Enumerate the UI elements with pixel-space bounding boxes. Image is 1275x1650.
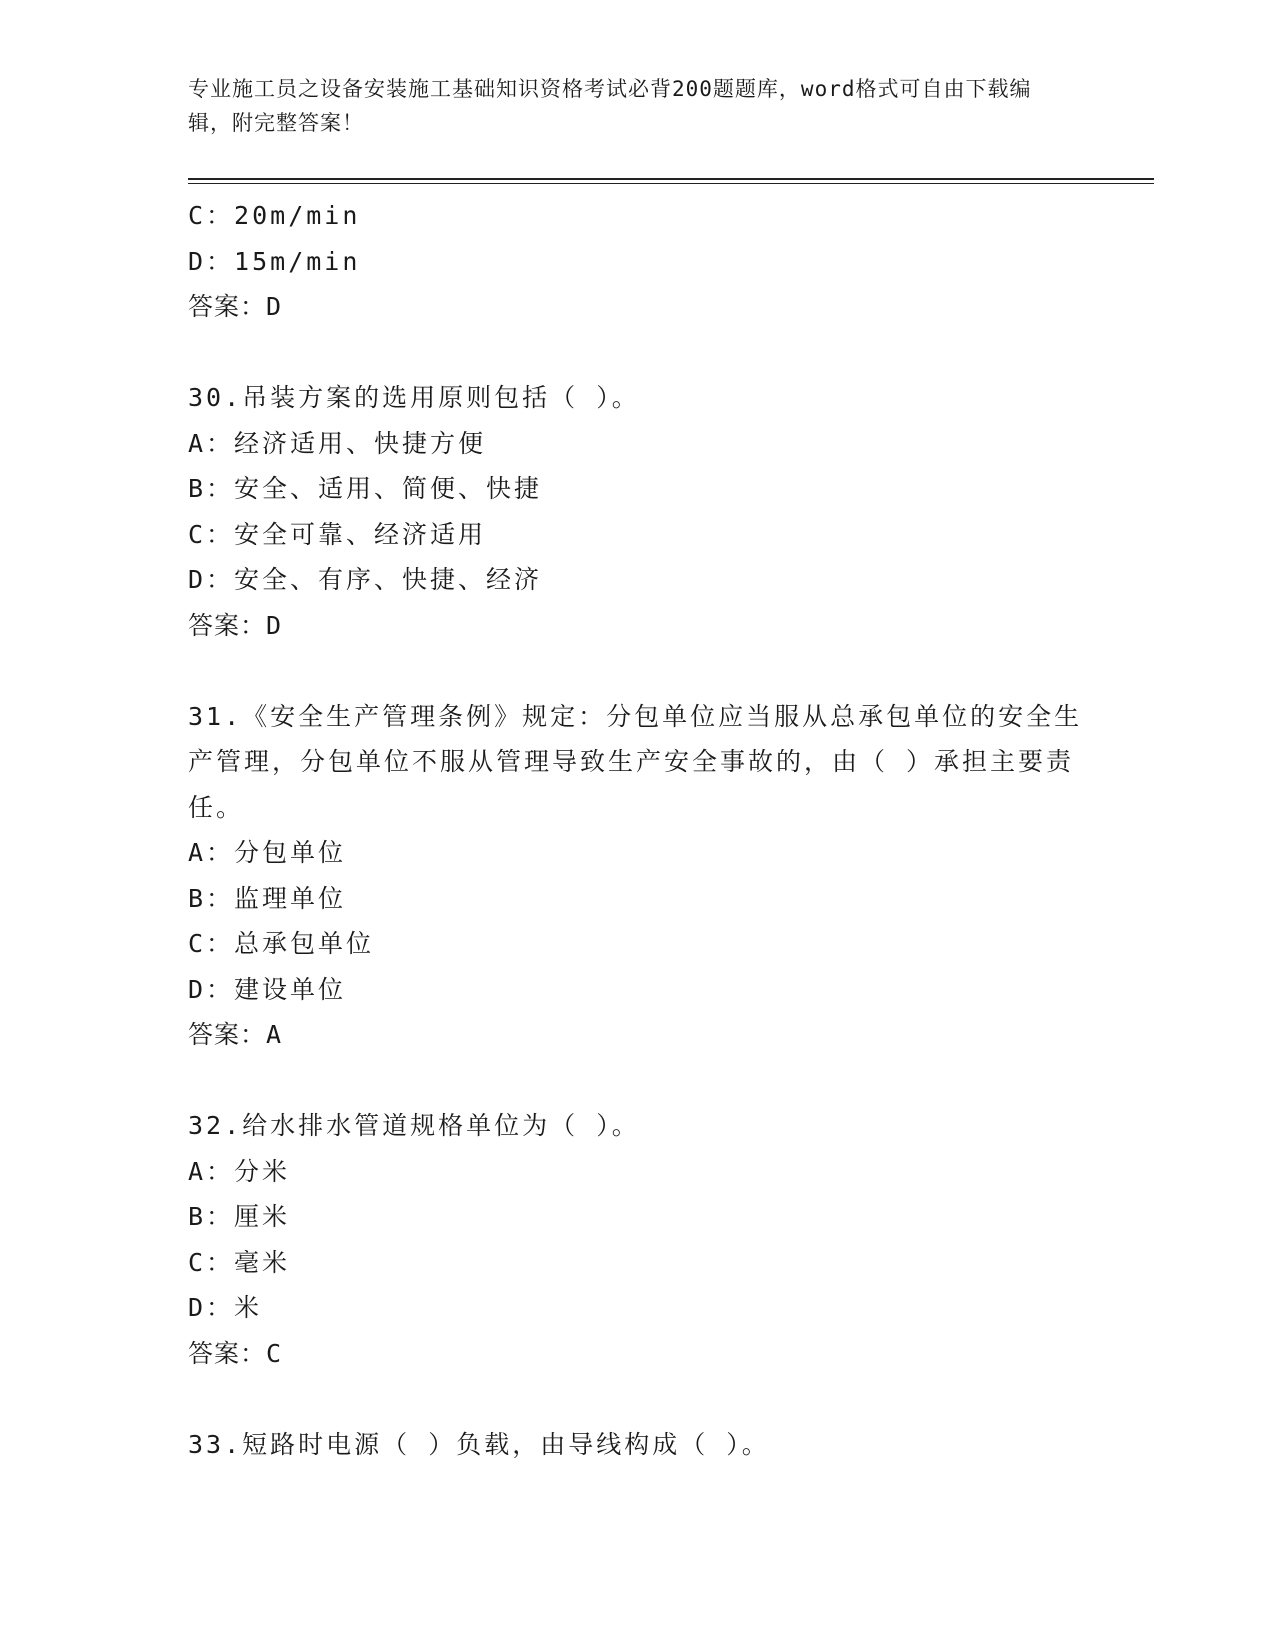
- answer-line: 答案：D: [188, 292, 283, 321]
- option-c: C：安全可靠、经济适用: [188, 519, 487, 549]
- spacer: [188, 1376, 1088, 1422]
- question-stem: 33.短路时电源（ ）负载，由导线构成（ ）。: [188, 1429, 770, 1459]
- option-c: C：总承包单位: [188, 929, 375, 958]
- option-d: D：米: [188, 1293, 263, 1322]
- spacer: [188, 648, 1088, 694]
- option-a: A：分包单位: [188, 838, 347, 867]
- option-b: B：厘米: [188, 1202, 291, 1231]
- question-stem: 30.吊装方案的选用原则包括（ ）。: [188, 383, 640, 412]
- header-rule-thin: [188, 183, 1154, 184]
- question-list: [188, 193, 1088, 1467]
- answer-line: 答案：C: [188, 1338, 283, 1368]
- document-header: 专业施工员之设备安装施工基础知识资格考试必背200题题库，word格式可自由下载编辑，附完整答案！: [188, 77, 1032, 135]
- option-d: D：安全、有序、快捷、经济: [188, 565, 543, 594]
- option-c: C：20m/min: [188, 201, 361, 230]
- answer-line: 答案：A: [188, 1020, 283, 1049]
- option-b: B：安全、适用、简便、快捷: [188, 474, 543, 503]
- option-c: C：毫米: [188, 1247, 291, 1277]
- question-stem: 31.《安全生产管理条例》规定：分包单位应当服从总承包单位的安全生产管理，分包单位不服从管理导致生产安全事故的，由（ ）承担主要责任。: [188, 701, 1083, 822]
- answer-line: 答案：D: [188, 610, 283, 640]
- header-rule-thick: [188, 178, 1154, 180]
- option-d: D：建设单位: [188, 974, 347, 1004]
- question-stem: 32.给水排水管道规格单位为（ ）。: [188, 1111, 640, 1140]
- option-b: B：监理单位: [188, 883, 347, 913]
- spacer: [188, 330, 1088, 376]
- option-d: D：15m/min: [188, 246, 361, 276]
- option-a: A：分米: [188, 1156, 291, 1186]
- option-a: A：经济适用、快捷方便: [188, 428, 487, 458]
- spacer: [188, 1058, 1088, 1104]
